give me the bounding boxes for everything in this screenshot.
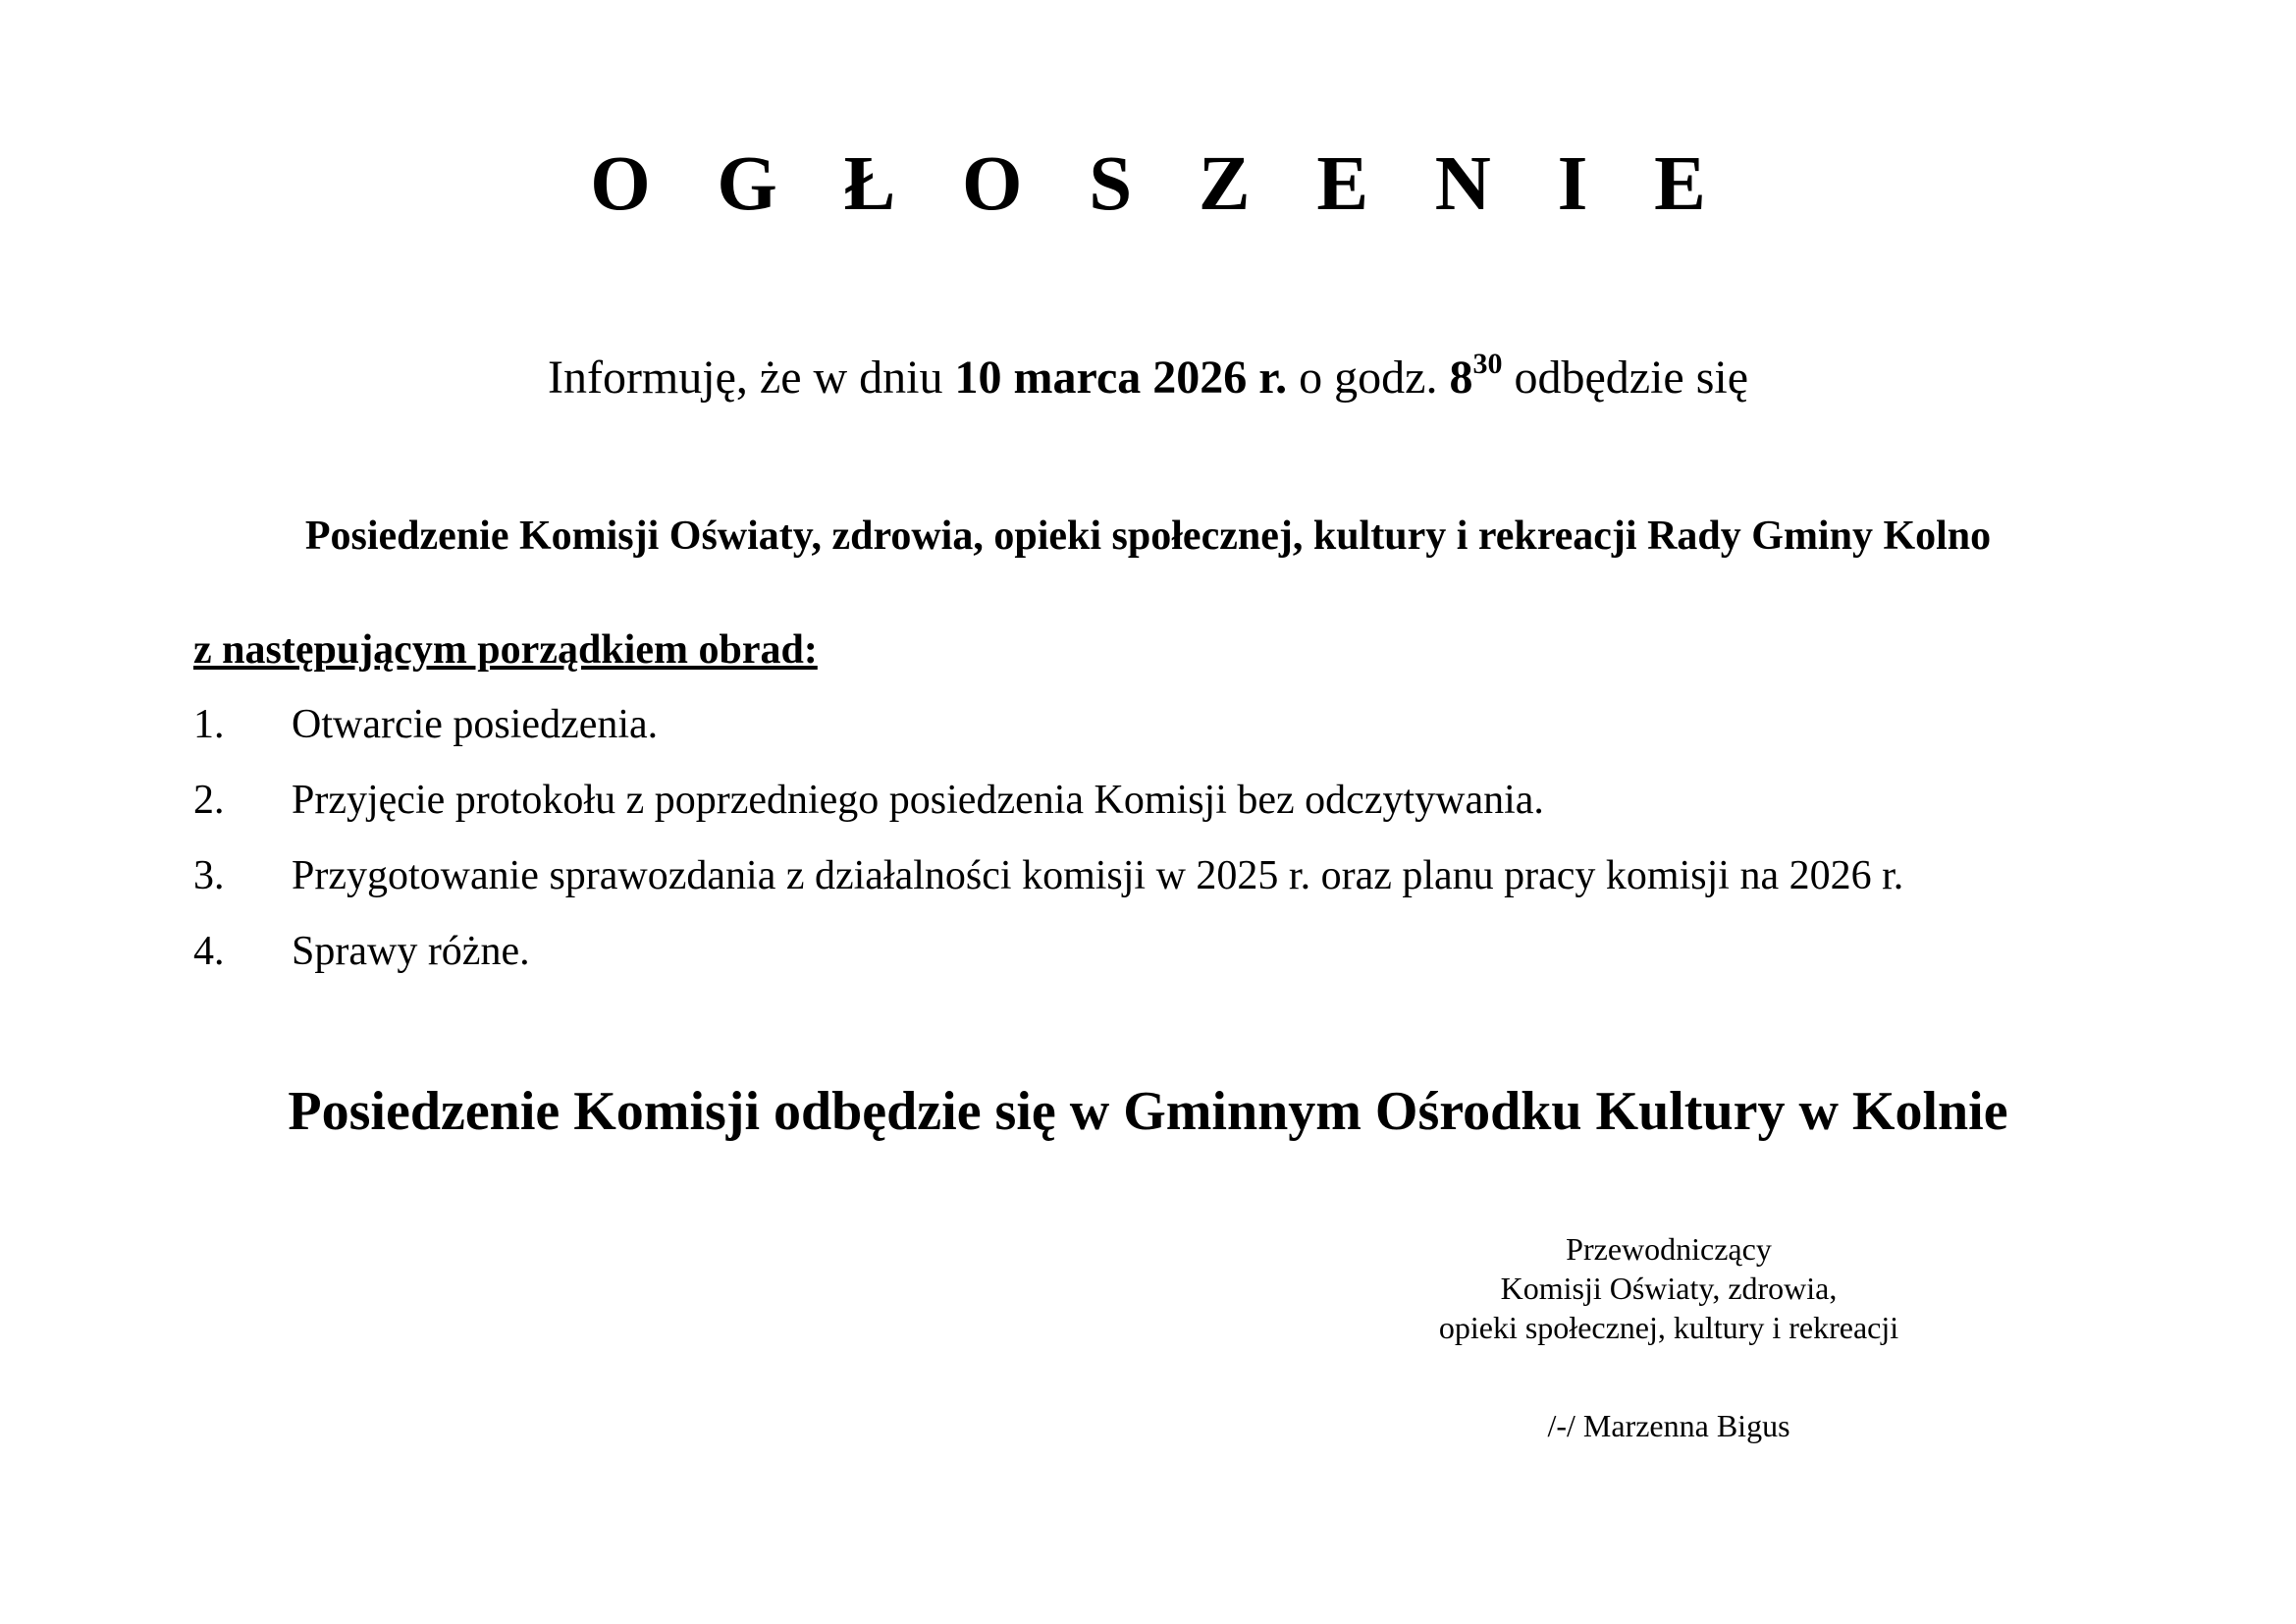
agenda-item (193, 846, 1903, 905)
intro-middle: o godz. (1299, 352, 1438, 404)
signature-name: /-/ Marzenna Bigus (1547, 1408, 1790, 1443)
meeting-minutes: 30 (1472, 348, 1503, 380)
agenda-item (193, 771, 1544, 830)
intro-sentence (0, 344, 2296, 412)
intro-prefix: Informuję, że w dniu (547, 352, 943, 404)
agenda-item-number: 3. (193, 853, 225, 898)
agenda-item-number: 2. (193, 778, 225, 823)
intro-suffix: odbędzie się (1514, 352, 1749, 404)
agenda-item-text: Sprawy różne. (292, 929, 530, 974)
commission-name: Posiedzenie Komisji Oświaty, zdrowia, opieki społecznej, kultury i rekreacji Rady Gminy Kolno (304, 514, 1992, 559)
agenda-item-text: Przyjęcie protokołu z poprzedniego posiedzenia Komisji bez odczytywania. (292, 778, 1544, 823)
agenda-item (193, 695, 658, 754)
meeting-location: Posiedzenie Komisji odbędzie się w Gminnym Ośrodku Kultury w Kolnie (288, 1081, 2008, 1142)
meeting-date: 10 marca 2026 r. (954, 352, 1288, 404)
agenda-item-text: Otwarcie posiedzenia. (292, 702, 659, 747)
signature-committee-cont: opieki społecznej, kultury i rekreacji (1438, 1310, 1899, 1345)
agenda-item-number: 4. (193, 929, 225, 974)
meeting-hour: 8 (1449, 352, 1473, 404)
agenda-item-text: Przygotowanie sprawozdania z działalności komisji w 2025 r. oraz planu pracy komisji na 2026 r. (292, 853, 1904, 898)
agenda-item (193, 922, 530, 981)
agenda-item-number: 1. (193, 702, 225, 747)
signature-block (1374, 1229, 1963, 1347)
signature-committee: Komisji Oświaty, zdrowia, (1500, 1271, 1838, 1306)
agenda-heading: z następującym porządkiem obrad: (193, 627, 818, 673)
announcement-title: O G Ł O S Z E N I E (590, 141, 1730, 227)
signature-role: Przewodniczący (1566, 1231, 1772, 1267)
